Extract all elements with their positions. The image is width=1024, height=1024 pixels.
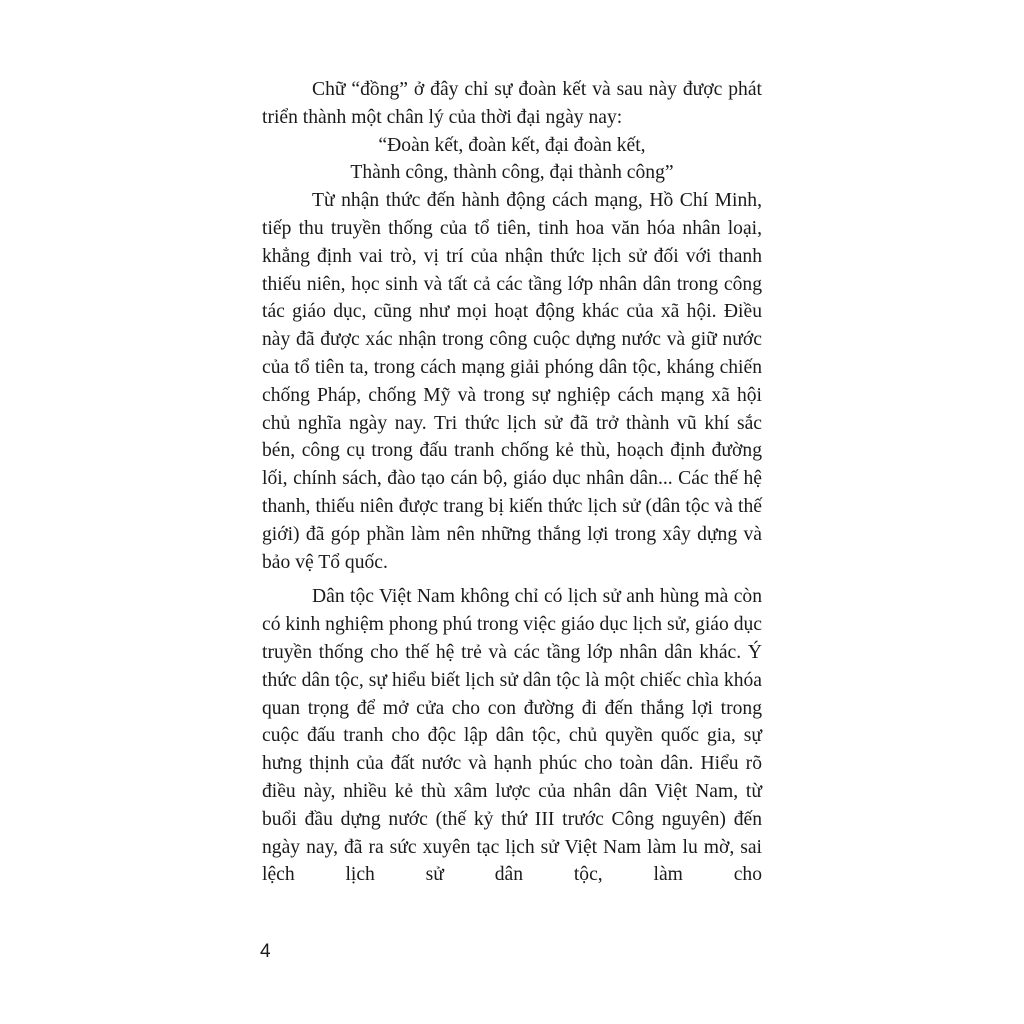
paragraph-1: Chữ “đồng” ở đây chỉ sự đoàn kết và sau này được phát triển thành một chân lý của thời đại ngày nay: xyxy=(262,79,762,128)
body-text xyxy=(262,76,762,889)
paragraph-3: Dân tộc Việt Nam không chỉ có lịch sử anh hùng mà còn có kinh nghiệm phong phú trong việc giáo dục lịch sử, giáo dục truyền thống cho thế hệ trẻ và các tầng lớp nhân dân khác. Ý thức dân tộc, sự hiểu biết lịch sử dân tộc là một chiếc chìa khóa quan trọng để mở cửa cho con đường đi đến thắng lợi trong cuộc đấu tranh cho độc lập dân tộc, chủ quyền quốc gia, sự hưng thịnh của đất nước và hạnh phúc cho toàn dân. Hiểu rõ điều này, nhiều kẻ thù xâm lược của nhân dân Việt Nam, từ buổi đầu dựng nước (thế kỷ thứ III trước Công nguyên) đến ngày nay, đã ra sức xuyên tạc lịch sử Việt Nam làm lu mờ, sai lệch lịch sử dân tộc, làm cho xyxy=(262,586,762,886)
page-number: 4 xyxy=(260,941,271,962)
quote-line-2: Thành công, thành công, đại thành công” xyxy=(350,162,674,184)
paragraph-2: Từ nhận thức đến hành động cách mạng, Hồ Chí Minh, tiếp thu truyền thống của tổ tiên, tinh hoa văn hóa nhân loại, khẳng định vai trò, vị trí của nhận thức lịch sử đối với thanh thiếu niên, học sinh và tất cả các tầng lớp nhân dân trong công tác giáo dục, cũng như mọi hoạt động khác của xã hội. Điều này đã được xác nhận trong công cuộc dựng nước và giữ nước của tổ tiên ta, trong cách mạng giải phóng dân tộc, kháng chiến chống Pháp, chống Mỹ và trong sự nghiệp cách mạng xã hội chủ nghĩa ngày nay. Tri thức lịch sử đã trở thành vũ khí sắc bén, công cụ trong đấu tranh chống kẻ thù, hoạch định đường lối, chính sách, đào tạo cán bộ, giáo dục nhân dân... Các thế hệ thanh, thiếu niên được trang bị kiến thức lịch sử (dân tộc và thế giới) đã góp phần làm nên những thắng lợi trong xây dựng và bảo vệ Tổ quốc. xyxy=(262,190,762,573)
quote-line-1: “Đoàn kết, đoàn kết, đại đoàn kết, xyxy=(378,134,646,156)
quote-block xyxy=(262,132,762,188)
